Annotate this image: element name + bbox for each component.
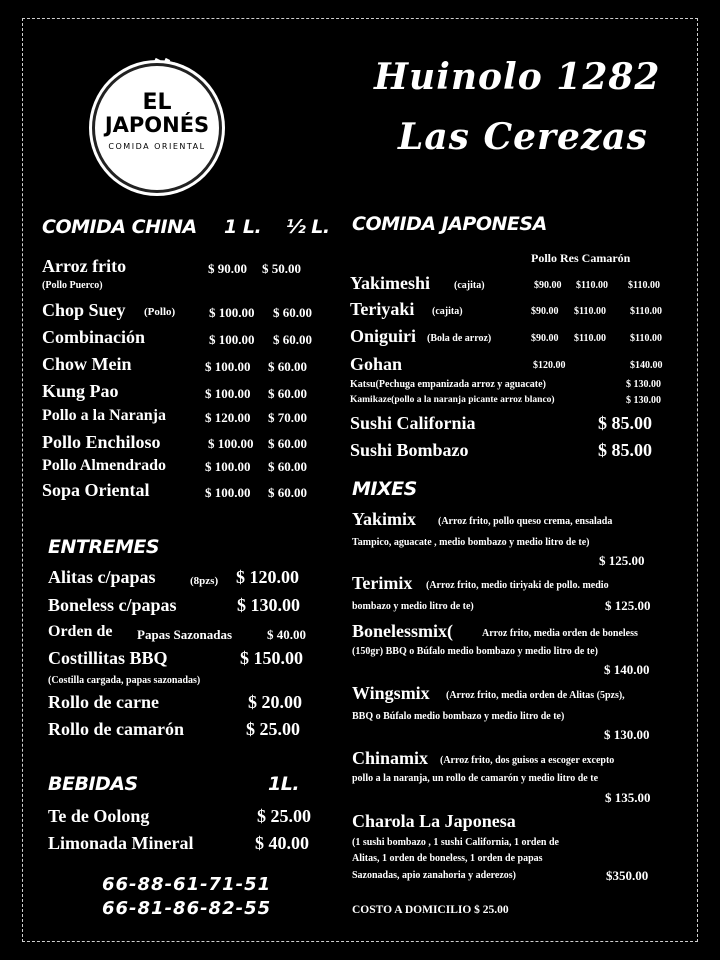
entremes-title: ENTREMES	[48, 536, 160, 558]
price: $ 60.00	[273, 332, 312, 347]
price: $120.00	[533, 360, 566, 371]
logo-line1: EL	[142, 90, 172, 115]
list-item: Rollo de carne	[48, 692, 159, 712]
list-item: Pollo Almendrado	[42, 457, 167, 474]
mix-desc: (Arroz frito, dos guisos a escoger excepto	[440, 755, 615, 766]
mix-desc: bombazo y medio litro de te)	[352, 601, 474, 612]
price: $ 60.00	[268, 386, 307, 401]
list-item-note: (8pzs)	[190, 575, 219, 587]
logo-circle	[92, 63, 222, 193]
list-item: Oniguiri	[350, 326, 417, 346]
price: $ 120.00	[205, 410, 251, 425]
price: $ 100.00	[209, 332, 255, 347]
price: $90.00	[534, 280, 562, 291]
mix-desc: Tampico, aguacate , medio bombazo y medio litro de te)	[352, 537, 590, 548]
price: $ 20.00	[248, 692, 302, 712]
price: $ 85.00	[598, 413, 652, 433]
mix-name: Charola La Japonesa	[352, 811, 516, 831]
price: $ 100.00	[205, 386, 251, 401]
list-item: Yakimeshi	[350, 273, 431, 293]
phone-2[interactable]: 66-81-86-82-55	[102, 898, 272, 919]
list-item: Kung Pao	[42, 381, 119, 401]
list-item: Chow Mein	[42, 354, 132, 374]
price: $ 60.00	[268, 359, 307, 374]
price: $110.00	[574, 333, 606, 344]
price: $ 120.00	[236, 567, 299, 587]
price: $ 100.00	[208, 436, 254, 451]
list-item: Sushi California	[350, 413, 476, 433]
price: $ 130.00	[237, 595, 300, 615]
japonesa-header: Pollo Res Camarón	[531, 251, 631, 265]
price: $ 60.00	[268, 459, 307, 474]
price: $ 135.00	[605, 790, 651, 805]
list-item: Rollo de camarón	[48, 719, 184, 739]
list-item: Combinación	[42, 327, 146, 347]
china-title: COMIDA CHINA	[42, 216, 197, 238]
price: $ 125.00	[599, 553, 645, 568]
list-item: Gohan	[350, 354, 403, 374]
list-item-note: (cajita)	[432, 306, 463, 317]
mix-desc: pollo a la naranja, un rollo de camarón y medio litro de te	[352, 773, 599, 784]
mix-desc: (Arroz frito, media orden de Alitas (5pzs),	[446, 690, 625, 701]
list-item: Teriyaki	[350, 299, 415, 319]
price: $ 100.00	[205, 485, 251, 500]
price: $ 130.00	[626, 395, 661, 406]
mix-name: Terimix	[352, 573, 413, 593]
list-item-note: (Costilla cargada, papas sazonadas)	[48, 675, 201, 686]
mix-desc: (Arroz frito, medio tiriyaki de pollo. medio	[426, 580, 609, 591]
price: $ 60.00	[273, 305, 312, 320]
price: $110.00	[628, 280, 660, 291]
price: $ 50.00	[262, 261, 301, 276]
list-item: Sushi Bombazo	[350, 440, 469, 460]
bebidas-title: BEBIDAS	[48, 773, 138, 795]
price: $110.00	[574, 306, 606, 317]
mix-name: Chinamix	[352, 748, 429, 768]
price: $110.00	[576, 280, 608, 291]
mix-desc: (1 sushi bombazo , 1 sushi California, 1 orden de	[352, 837, 559, 848]
price: $ 40.00	[267, 627, 306, 642]
list-item: Arroz frito	[42, 256, 127, 276]
mix-desc: Sazonadas, apio zanahoria y aderezos)	[352, 870, 516, 881]
list-item: Katsu(Pechuga empanizada arroz y aguacate)	[350, 379, 546, 390]
list-item: Te de Oolong	[48, 806, 150, 826]
mix-desc: Alitas, 1 orden de boneless, 1 orden de papas	[352, 853, 543, 864]
list-item: Pollo Enchiloso	[42, 432, 161, 452]
price: $ 70.00	[268, 410, 307, 425]
list-item: Limonada Mineral	[48, 833, 194, 853]
mix-desc: (150gr) BBQ o Búfalo medio bombazo y medio litro de te)	[352, 646, 598, 657]
price: $ 40.00	[255, 833, 309, 853]
japonesa-title: COMIDA JAPONESA	[352, 213, 547, 235]
delivery-cost: COSTO A DOMICILIO $ 25.00	[352, 904, 509, 916]
price: $110.00	[630, 306, 662, 317]
price: $ 100.00	[209, 305, 255, 320]
price: $ 85.00	[598, 440, 652, 460]
list-item: Alitas c/papas	[48, 567, 156, 587]
list-item: Kamikaze(pollo a la naranja picante arroz blanco)	[350, 395, 555, 405]
mix-desc: Arroz frito, media orden de boneless	[482, 628, 638, 639]
list-item: Sopa Oriental	[42, 480, 150, 500]
list-item: Pollo a la Naranja	[42, 407, 166, 424]
list-item-note: (Pollo)	[144, 306, 176, 318]
mix-name: Bonelessmix(	[352, 621, 453, 641]
logo-line2: JAPONÉS	[104, 113, 210, 137]
mix-name: Wingsmix	[352, 683, 430, 703]
price: $90.00	[531, 306, 559, 317]
price: $ 150.00	[240, 648, 303, 668]
list-item: Boneless c/papas	[48, 595, 177, 615]
address-line1: Huinolo 1282	[374, 56, 661, 98]
list-item-note: Papas Sazonadas	[137, 627, 232, 642]
mix-name: Yakimix	[352, 509, 417, 529]
price: $140.00	[630, 360, 663, 371]
list-item: Orden de	[48, 623, 113, 640]
list-item-note: (Pollo Puerco)	[42, 280, 103, 291]
bebidas-col: 1L.	[268, 773, 300, 795]
list-item-note: (Bola de arroz)	[427, 333, 492, 344]
price: $ 90.00	[208, 261, 247, 276]
list-item-note: (cajita)	[454, 280, 485, 291]
price: $ 125.00	[605, 598, 651, 613]
list-item: Costillitas BBQ	[48, 648, 168, 668]
price: $ 130.00	[626, 379, 661, 390]
price: $ 100.00	[205, 359, 251, 374]
mix-desc: BBQ o Búfalo medio bombazo y medio litro de te)	[352, 711, 565, 722]
logo-line3: COMIDA ORIENTAL	[108, 142, 206, 151]
price: $90.00	[531, 333, 559, 344]
china-col2: ½ L.	[286, 216, 330, 238]
price: $110.00	[630, 333, 662, 344]
price: $ 60.00	[268, 485, 307, 500]
price: $ 100.00	[205, 459, 251, 474]
price: $ 60.00	[268, 436, 307, 451]
china-col1: 1 L.	[224, 216, 262, 238]
list-item: Chop Suey	[42, 300, 126, 320]
price: $ 130.00	[604, 727, 650, 742]
price: $ 140.00	[604, 662, 650, 677]
address-line2: Las Cerezas	[398, 116, 648, 158]
phone-1[interactable]: 66-88-61-71-51	[102, 874, 272, 895]
price: $ 25.00	[246, 719, 300, 739]
price: $350.00	[606, 868, 649, 883]
mix-desc: (Arroz frito, pollo queso crema, ensalada	[438, 516, 613, 527]
mixes-title: MIXES	[352, 478, 417, 500]
price: $ 25.00	[257, 806, 311, 826]
